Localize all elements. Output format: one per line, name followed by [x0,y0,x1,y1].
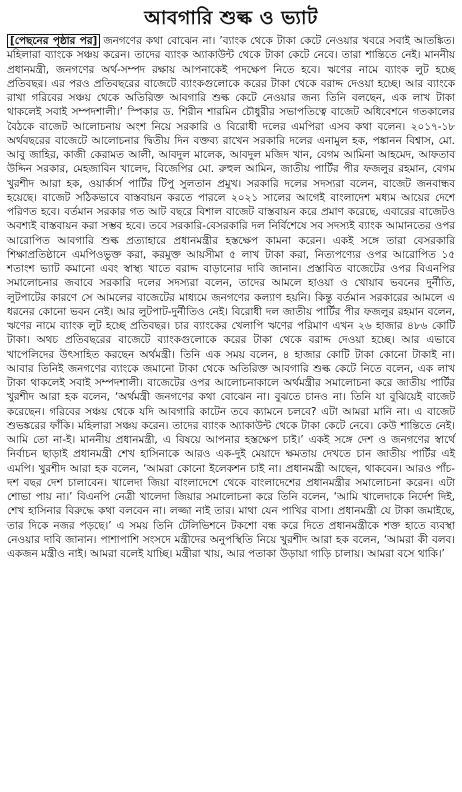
article-headline: আবগারি শুল্ক ও ভ্যাট [144,7,318,29]
article-body [7,34,455,561]
article-body-text: জনগণের কথা বোঝেন না। ’ব্যাংক থেকে টাকা কেটে নেওয়ার খবরে সবাই আতঙ্কিত। মহিলারা ব্যাংকে সঞ্চয় করেন। তাদের ব্যাংক অ্যাকাউন্ট থেকে টাকা কেটে নেবে। তারা শান্তিতে নেই। মাননীয় প্রধানমন্ত্রী, জনগণের অর্থ-সম্পদ রক্ষায় আপনাকেই পদক্ষেপ নিতে হবে। ঋণের নামে ব্যাংক লুট হচ্ছে প্রতিবছর। এর পরও প্রতিবছরের বাজেটে ব্যাংকগুলোকে করের টাকা থেকে বরাদ্দ দেওয়া হচ্ছে। আর ব্যাংকে রাখা গরিবের সঞ্চয় থেকে অতিরিক্ত আবগারি শুল্ক কেটে নেওয়ার জন্য তিনি বলছেন, এক লাখ টাকা থাকলেই সবাই সম্পদশালী।’ স্পিকার ড. শিরীন শারমিন চৌধুরীর সভাপতিত্বে বাজেট অধিবেশনে গতকালের বৈঠকে বাজেট আলোচনায় অংশ নিয়ে সরকারি ও বিরোধী দলের এমপিরা এসব কথা বলেন। ২০১৭-১৮ অর্থবছরের বাজেটে আলোচনার দ্বিতীয় দিন বক্তব্য রাখেন সরকারি দলের এনামুল হক, পঙ্কানন বিশ্বাস, মো. আবু জাহির, কাজী কেরামত আলী, আবদুল মালেক, আবদুল মজিদ খান, বেগম আমিনা আহমেদ, আফতাব উদ্দিন সরকার, মেহজাবিন খালেদ, বিজেপির মো. রুহুল আমিন, জাতীয় পার্টির পীর ফজলুর রহমান, বেগম খুরশীদ আরা হক, ওয়ার্কার্স পার্টির টিপু সুলতান প্রমুখ। সরকারি দলের সদস্যরা বলেন, বাজেট জনবান্ধব হয়েছে। বাজেট সঠিকভাবে বাস্তবায়ন করতে পারলে ২০২১ সালের আগেই বাংলাদেশ মধ্যম আয়ের দেশে পরিণত হবে। বর্তমান সরকার গত আট বছরে বিশাল বাজেট বাস্তবায়ন করে প্রমাণ করেছে, এবারের বাজেটও অবশ্যই বাস্তবায়ন করা সম্ভব হবে। তবে সরকারি-বেসরকারি দল নির্বিশেষে সব সদস্যই ব্যাংক আমানতের ওপর আরোপিত আবগারি শুল্ক প্রত্যাহারে প্রধানমন্ত্রীর হস্তক্ষেপ কামনা করেন। একই সঙ্গে তারা বেসরকারি শিক্ষাপ্রতিষ্ঠানে এমপিওভুক্ত করা, করমুক্ত আয়সীমা ৫ লাখ টাকা করা, নিত্যপণ্যের ওপর আরোপিত ১৫ শতাংশ ভ্যাট কমানো এবং স্বাস্থ্য খাতে বরাদ্দ বাড়ানোর দাবি জানান। প্রস্তাবিত বাজেটের ওপর বিএনপির সমালোচনার জবাবে সরকারি দলের সদস্যরা বলেন, তাদের আমলে হাওয়া ও খোয়াব ভবনের দুর্নীতি, লুটপাটের কারণে সে আমলের বাজেটের মাধ্যমে জনগণের কল্যাণ হয়নি। কিন্তু বর্তমান সরকারের আমলে এ ধরনের কোনো ভবন নেই। আর লুটপাট-দুর্নীতিও নেই। বিরোধী দল জাতীয় পার্টির পীর ফজলুর রহমান বলেন, ঋণের নামে ব্যাংক লুট হচ্ছে প্রতিবছর। চার ব্যাংকের খেলাপি ঋণের পরিমাণ এখন ২৬ হাজার ৪৮৬ কোটি টাকা। অথচ প্রতিবছরের বাজেটে ব্যাংকগুলোকে করের টাকা থেকে বরাদ্দ দেওয়া হচ্ছে। আর এভাবে খাপেলিদের উৎসাহিত করছেন অর্থমন্ত্রী। তিনি এক সময় বলেন, ৪ হাজার কোটি টাকা কোনো টাকাই না। আবার তিনিই জনগণের ব্যাংকে জমানো টাকা থেকে অতিরিক্ত আবগারি শুল্ক কেটে নিতে বলেন, এক লাখ টাকা থাকলেই সবাই সম্পদশালী। বাজেটের ওপর আলোচনাকালে অর্থমন্ত্রীর সমালোচনা করে জাতীয় পার্টির খুরশীদ আরা হক বলেন, ‘অর্থমন্ত্রী জনগণের কথা বোঝেন না। বুঝতে চানও না। তিনি যা বুঝিয়েই বাজেট করেছেন। গরিবের সঞ্চয় থেকে যদি আবগারি কাটেন তবে ক্যামনে চলবে? এটা আমরা মানি না। এ বাজেট শুভঙ্করের ফাঁকি। মহিলারা সঞ্চয় করেন। তাদের ব্যাংক অ্যাকাউন্ট থেকে টাকা কেটে নেবে। কেউ শান্তিতে নেই। আমি তো না-ই। মাননীয় প্রধানমন্ত্রী, এ বিষয়ে আপনার হস্তক্ষেপ চাই।’ একই সঙ্গে দেশ ও জনগণের স্বার্থে নির্বাচন ছাড়াই প্রধানমন্ত্রী শেখ হাসিনাকে আরও এক-দুই মেয়াদে ক্ষমতায় দেখতে চান জাতীয় পার্টির এই এমপি। খুরশীদ আরা হক বলেন, ‘আমরা কোনো ইলেকশন চাই না। প্রধানমন্ত্রী আছেন, থাকবেন। আরও পাঁচ-দশ বছর দেশ চালাবেন। খালেদা জিয়া বাংলাদেশে থেকে বাংলাদেশের প্রধানমন্ত্রীর সমালোচনা করেন। এটা শোভা পায় না।’ বিএনপি নেত্রী খালেদা জিয়ার সমালোচনা করে তিনি বলেন, ‘আমি খালেদাকে নির্দেশ দিই, শেখ হাসিনার বিরুদ্ধে কথা বলবেন না। লজ্জা নাই তার। মাথা যেন পাখির বাসা। প্রধানমন্ত্রী যে টাকা জমাইছে, তার দিকে নজর পড়ছে।’ এ সময় তিনি টেলিভিশনে টকশো বন্ধ করে দিতে প্রধানমন্ত্রীকে শক্ত হাতে ব্যবস্থা নেওয়ার দাবি জানান। পাশাপাশি সংসদে মন্ত্রীদের অনুপস্থিতি নিয়ে খুরশীদ আরা হক বলেন, ‘আমরা কী বলব। একজন মন্ত্রীও নাই। আমরা বলেই যাচ্ছি। মন্ত্রীরা খায়, আর পতাকা উড়ায়া গাড়ি চালায়। আমরা বসে থাকি।’ [7,35,455,560]
continued-from-label: [পেছনের পৃষ্ঠার পর] [7,34,100,48]
